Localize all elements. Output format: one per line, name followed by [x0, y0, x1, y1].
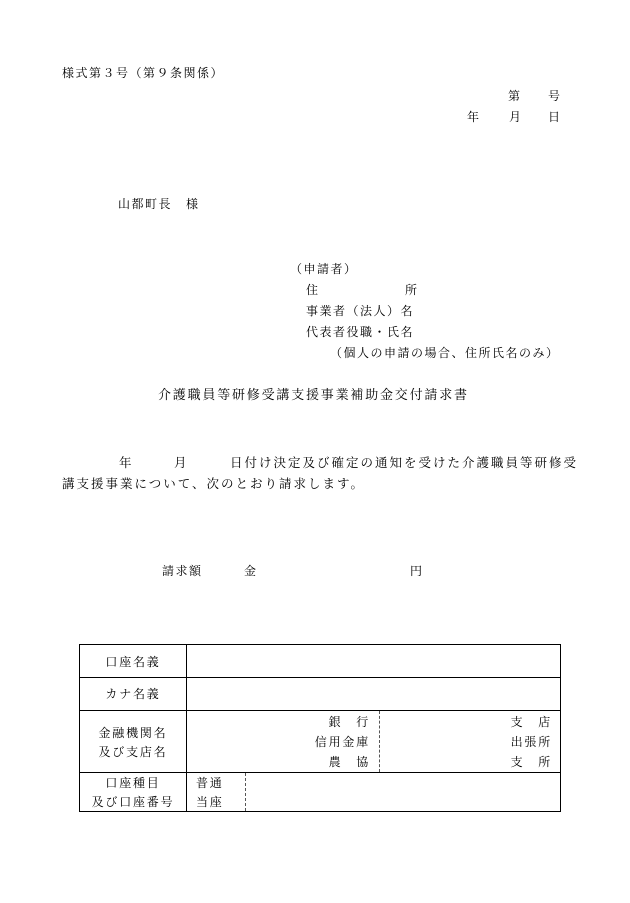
document-title: 介護職員等研修受講支援事業補助金交付請求書	[158, 388, 469, 403]
account-type-divider	[245, 773, 246, 811]
kana-name-field[interactable]	[187, 678, 560, 710]
bank-account-table	[79, 644, 561, 812]
amount-yen: 円	[410, 564, 424, 578]
addressee-honorific: 様	[186, 197, 200, 211]
account-holder-field[interactable]	[187, 645, 560, 677]
branch-type-shisho: 支 所	[510, 755, 552, 769]
individual-note: （個人の申請の場合、住所氏名のみ）	[330, 346, 560, 360]
business-name-label: 事業者（法人）名	[306, 304, 415, 318]
account-kind-futsu: 普通	[196, 776, 224, 790]
bank-type-ginko: 銀 行	[328, 715, 370, 729]
body-line1: 日付け決定及び確定の通知を受けた介護職員等研修受	[230, 455, 579, 470]
representative-label: 代表者役職・氏名	[306, 325, 415, 339]
doc-number-go: 号	[548, 89, 562, 103]
date-day: 日	[548, 110, 562, 124]
date-year: 年	[467, 110, 481, 124]
address-label-a: 住	[306, 283, 320, 297]
branch-type-shucchojo: 出張所	[510, 735, 552, 749]
kana-name-label: カナ名義	[105, 687, 161, 701]
form-number: 様式第３号（第９条関係）	[62, 66, 225, 80]
bank-type-shinkin: 信用金庫	[314, 735, 370, 749]
addressee-name: 山都町長	[118, 197, 173, 211]
institution-label-1: 金融機関名	[98, 726, 168, 740]
applicant-heading: （申請者）	[290, 262, 358, 276]
address-label-b: 所	[405, 283, 419, 297]
doc-number-dai: 第	[508, 89, 522, 103]
account-number-field[interactable]	[247, 773, 560, 811]
account-holder-label: 口座名義	[105, 655, 161, 669]
body-month: 月	[174, 455, 189, 470]
body-year: 年	[119, 455, 134, 470]
branch-type-shiten: 支 店	[510, 715, 552, 729]
bank-branch-divider	[379, 711, 380, 772]
amount-label: 請求額	[162, 564, 203, 578]
row-divider	[80, 710, 560, 711]
account-type-label-1: 口座種目	[105, 776, 161, 790]
bank-type-nokyo: 農 協	[328, 755, 370, 769]
account-kind-toza: 当座	[196, 795, 224, 809]
amount-kin: 金	[244, 564, 258, 578]
date-month: 月	[509, 110, 523, 124]
body-line2: 講支援事業について、次のとおり請求します。	[62, 476, 366, 491]
account-type-label-2: 及び口座番号	[91, 795, 175, 809]
institution-label-2: 及び支店名	[98, 745, 168, 759]
